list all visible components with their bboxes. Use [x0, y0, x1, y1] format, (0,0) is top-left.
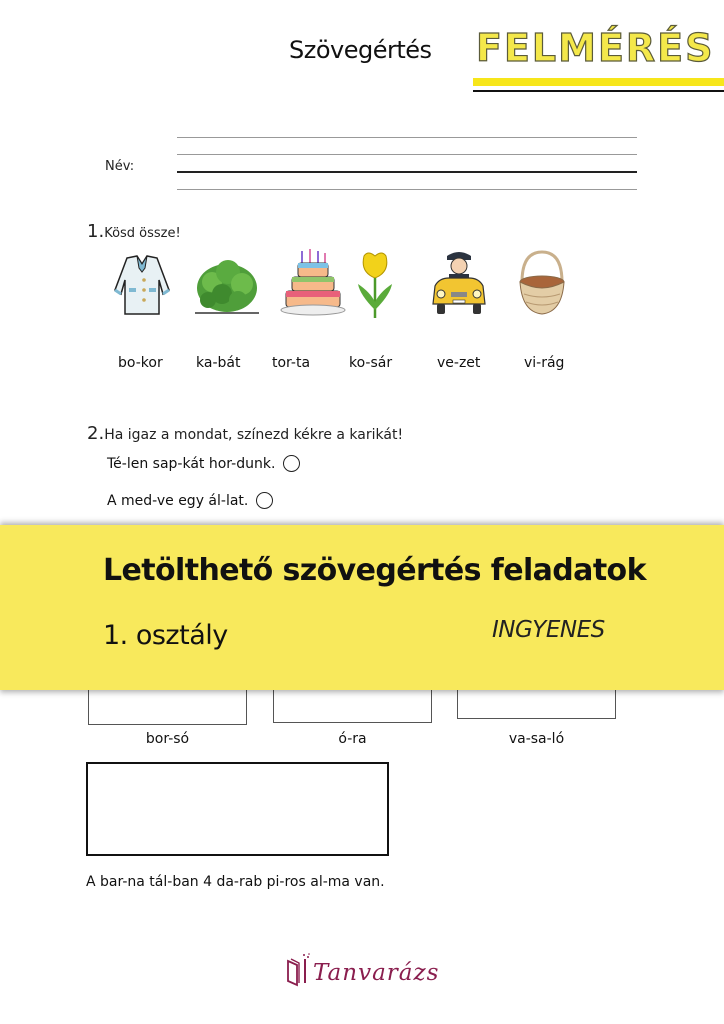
task1-word: tor-ta — [272, 355, 311, 371]
headline-black-underline — [473, 90, 724, 92]
task1-instruction: Kösd össze! — [104, 226, 181, 241]
task1-word: ve-zet — [437, 355, 481, 371]
statement-text: A med-ve egy ál-lat. — [107, 492, 249, 509]
logo-text: Tanvarázs — [313, 959, 440, 986]
task1-title — [87, 221, 181, 242]
task1-number: 1. — [87, 221, 105, 242]
banner-free-label: INGYENES — [492, 617, 605, 643]
bush-icon — [192, 250, 262, 320]
task1-word: ka-bát — [196, 355, 241, 371]
name-writing-line-bottom — [177, 189, 637, 190]
assessment-headline: FELMÉRÉS — [476, 26, 715, 70]
task2-number: 2. — [87, 423, 105, 444]
brand-logo — [285, 953, 439, 992]
banner-grade: 1. osztály — [103, 620, 228, 651]
task2-statement — [107, 492, 273, 509]
drawing-sentence: A bar-na tál-ban 4 da-rab pi-ros al-ma van. — [86, 874, 385, 890]
statement-text: Té-len sap-kát hor-dunk. — [107, 455, 276, 472]
answer-circle[interactable] — [256, 492, 273, 509]
name-writing-baseline[interactable] — [177, 171, 637, 173]
task1-word: bo-kor — [118, 355, 163, 371]
promo-banner — [0, 525, 724, 690]
subject-title: Szövegértés — [289, 36, 432, 64]
name-writing-line-top — [177, 137, 637, 138]
headline-yellow-underline — [473, 78, 724, 86]
basket-icon — [512, 250, 582, 320]
answer-circle[interactable] — [283, 455, 300, 472]
banner-title: Letölthető szövegértés feladatok — [103, 553, 646, 588]
task2-statement — [107, 455, 300, 472]
box-caption: bor-só — [145, 731, 190, 747]
cake-icon — [278, 247, 348, 317]
taxi-driver-icon — [429, 248, 499, 318]
box-caption: ó-ra — [338, 731, 367, 747]
task2-instruction: Ha igaz a mondat, színezd kékre a karikát! — [104, 427, 404, 443]
name-writing-line-upper — [177, 154, 637, 155]
task2-title — [87, 423, 403, 444]
tulip-icon — [350, 250, 420, 320]
name-label: Név: — [105, 159, 135, 174]
task1-word: ko-sár — [349, 355, 393, 371]
open-book-icon — [285, 953, 311, 992]
box-caption: va-sa-ló — [508, 731, 565, 747]
coat-icon — [107, 250, 177, 320]
large-drawing-box[interactable] — [86, 762, 389, 856]
task1-word: vi-rág — [524, 355, 565, 371]
